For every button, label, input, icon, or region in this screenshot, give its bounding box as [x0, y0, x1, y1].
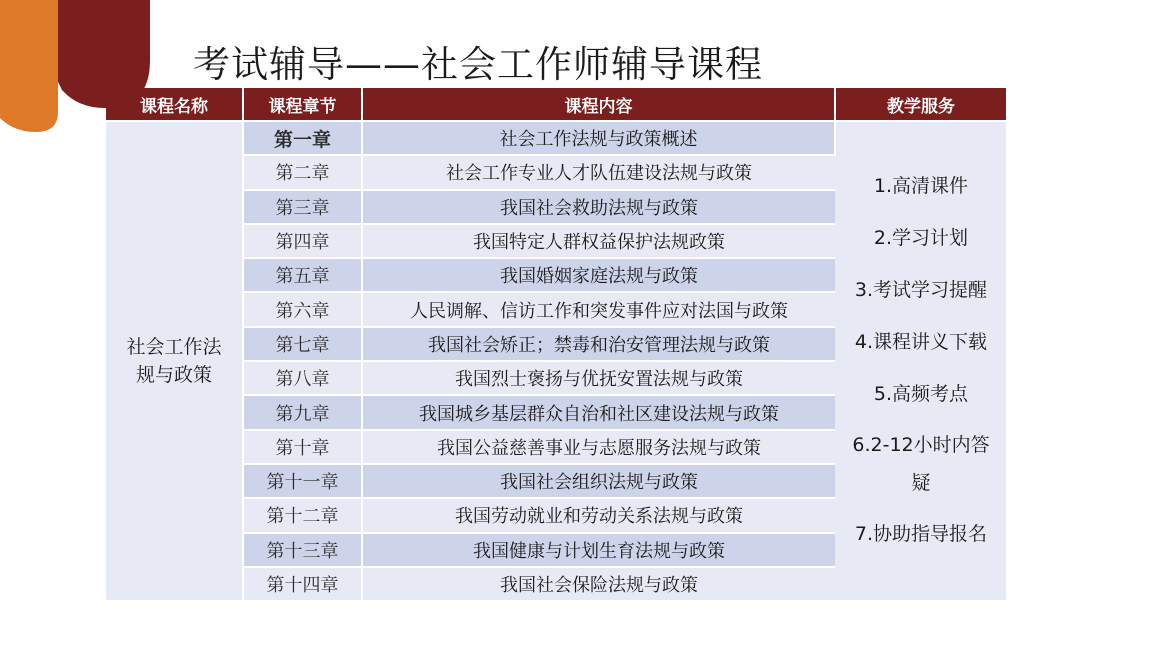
content-cell: 我国劳动就业和劳动关系法规与政策: [362, 498, 835, 532]
chapter-cell: 第三章: [243, 190, 362, 224]
service-item: 2.学习计划: [873, 227, 969, 249]
content-cell: 我国公益慈善事业与志愿服务法规与政策: [362, 430, 835, 464]
chapter-cell: 第八章: [243, 361, 362, 395]
chapter-cell: 第十一章: [243, 464, 362, 498]
header-course-name: 课程名称: [106, 88, 243, 121]
header-chapter: 课程章节: [243, 88, 362, 121]
course-table: [106, 88, 1006, 600]
content-cell: 社会工作法规与政策概述: [362, 121, 835, 155]
table-row: [106, 121, 1006, 155]
header-content: 课程内容: [362, 88, 835, 121]
course-name: 社会工作法规与政策: [126, 336, 222, 387]
content-cell: 社会工作专业人才队伍建设法规与政策: [362, 155, 835, 189]
content-cell: 我国城乡基层群众自治和社区建设法规与政策: [362, 395, 835, 429]
content-cell: 人民调解、信访工作和突发事件应对法国与政策: [362, 292, 835, 326]
service-item: 6.2-12小时内答疑: [852, 434, 990, 494]
service-item: 5.高频考点: [873, 383, 969, 405]
chapter-cell: 第五章: [243, 258, 362, 292]
service-item: 1.高清课件: [873, 175, 969, 197]
chapter-cell: 第十二章: [243, 498, 362, 532]
chapter-cell: 第四章: [243, 224, 362, 258]
services-cell: [835, 121, 1006, 600]
content-cell: 我国特定人群权益保护法规政策: [362, 224, 835, 258]
page-title: 考试辅导——社会工作师辅导课程: [193, 43, 763, 86]
content-cell: 我国健康与计划生育法规与政策: [362, 533, 835, 567]
chapter-cell: 第九章: [243, 395, 362, 429]
content-cell: 我国烈士褒扬与优抚安置法规与政策: [362, 361, 835, 395]
course-name-cell: [106, 121, 243, 600]
chapter-cell: 第六章: [243, 292, 362, 326]
content-cell: 我国社会组织法规与政策: [362, 464, 835, 498]
chapter-cell: 第二章: [243, 155, 362, 189]
header-services: 教学服务: [835, 88, 1006, 121]
table-header-row: [106, 88, 1006, 121]
service-item: 7.协助指导报名: [854, 523, 988, 545]
chapter-cell: 第十章: [243, 430, 362, 464]
chapter-cell: 第七章: [243, 327, 362, 361]
content-cell: 我国社会矫正；禁毒和治安管理法规与政策: [362, 327, 835, 361]
service-item: 3.考试学习提醒: [854, 279, 988, 301]
service-item: 4.课程讲义下载: [854, 331, 988, 353]
content-cell: 我国社会救助法规与政策: [362, 190, 835, 224]
content-cell: 我国社会保险法规与政策: [362, 567, 835, 600]
content-cell: 我国婚姻家庭法规与政策: [362, 258, 835, 292]
chapter-cell: 第十三章: [243, 533, 362, 567]
chapter-cell: 第十四章: [243, 567, 362, 600]
chapter-cell: 第一章: [243, 121, 362, 155]
